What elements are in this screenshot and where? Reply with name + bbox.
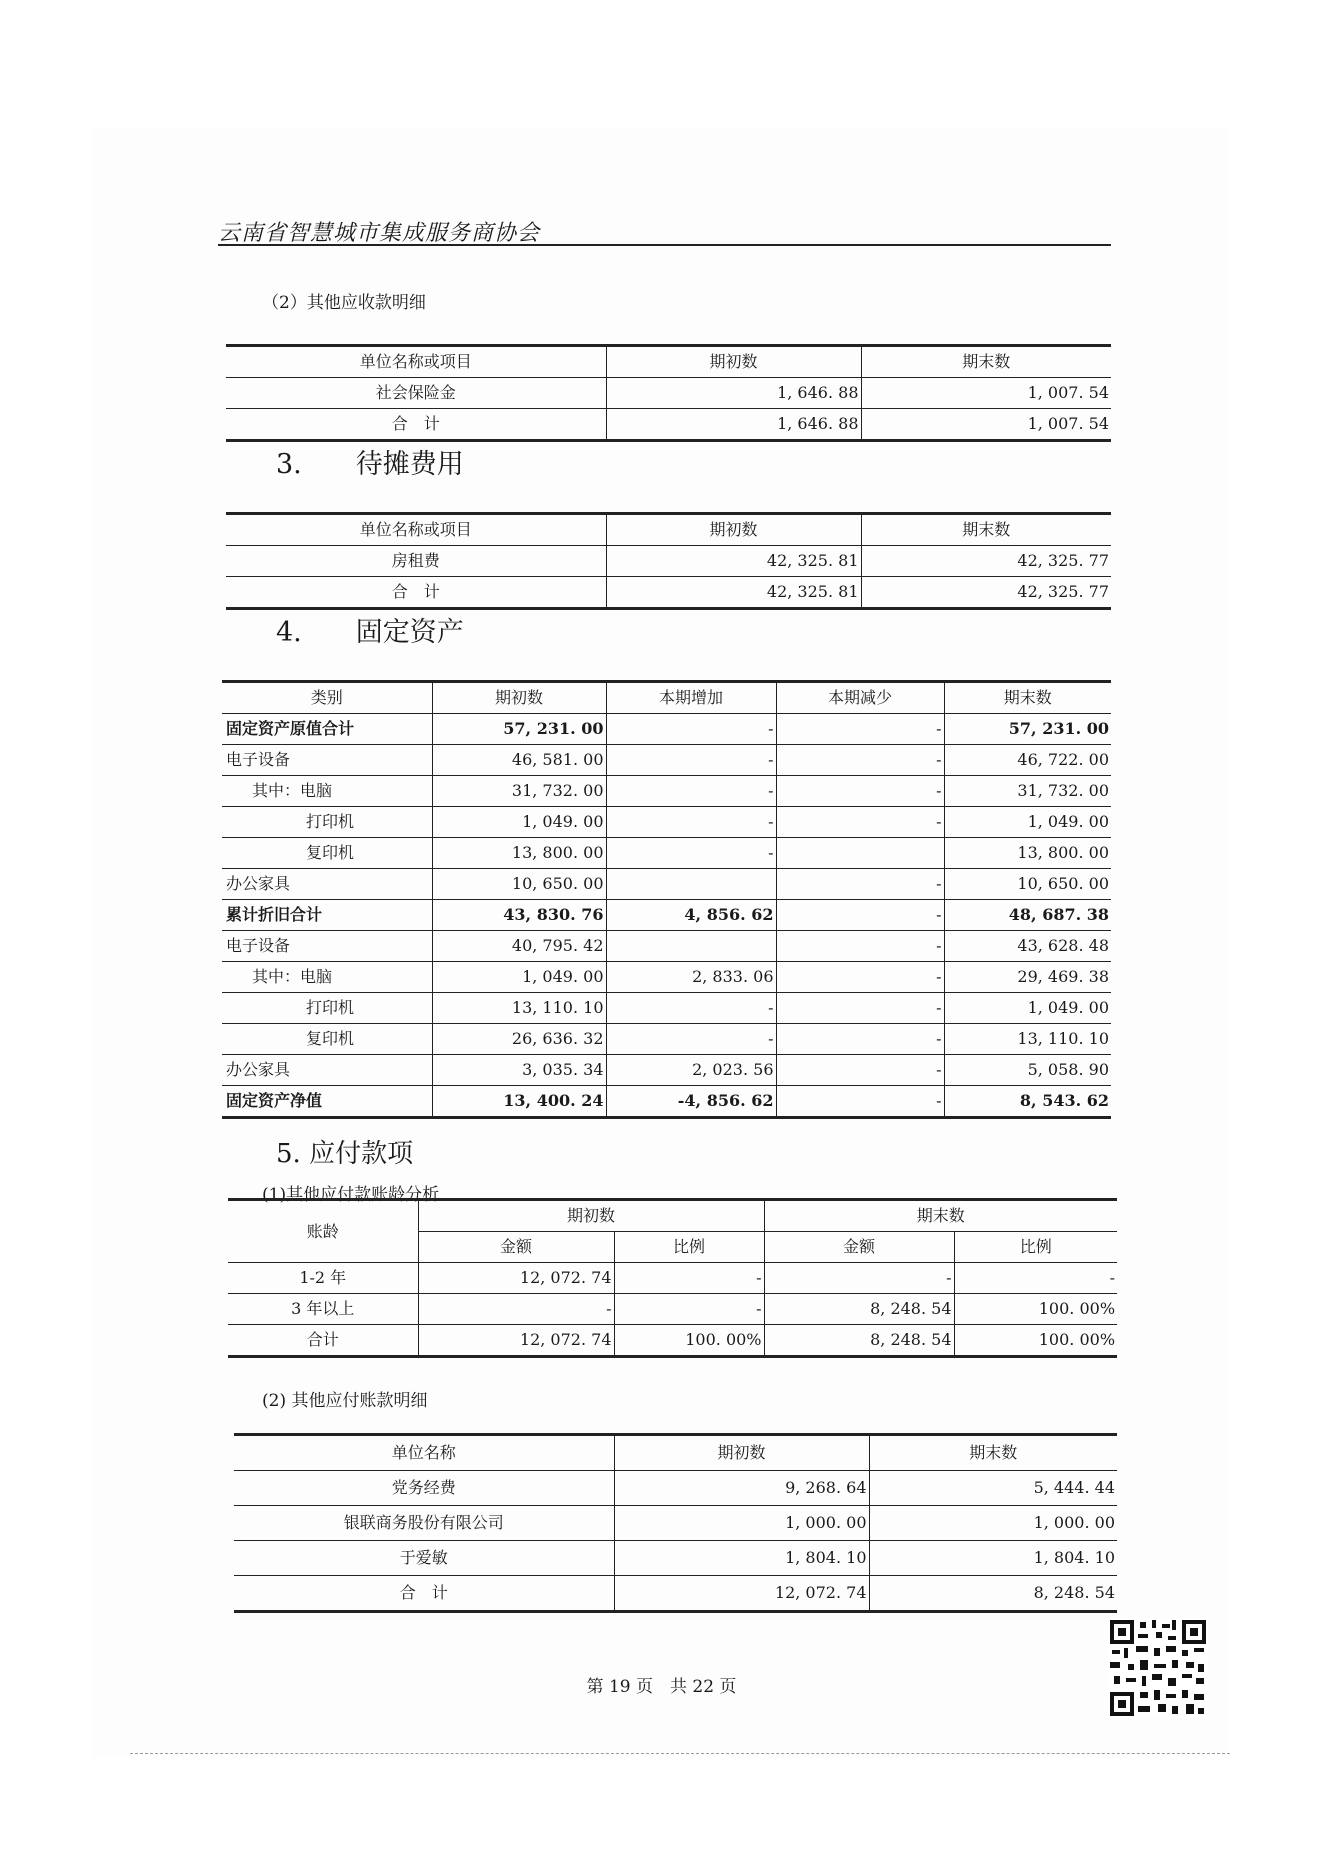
cell: 银联商务股份有限公司: [234, 1506, 614, 1541]
table-row: [222, 869, 1111, 900]
cell: -: [776, 1086, 944, 1118]
table-header-row: [222, 682, 1111, 714]
table-row: [222, 1055, 1111, 1086]
col-header: 期末数: [869, 1435, 1117, 1471]
cell: -: [776, 993, 944, 1024]
table-row: [222, 838, 1111, 869]
col-header: 期末数: [944, 682, 1111, 714]
cell: 复印机: [222, 1024, 432, 1055]
cell: 13, 800. 00: [944, 838, 1111, 869]
payables-aging-subtitle: (1)其他应付款账龄分析: [262, 1185, 440, 1205]
payables-detail-subtitle: (2) 其他应付账款明细: [262, 1391, 428, 1411]
cell: 12, 072. 74: [614, 1576, 869, 1612]
col-header: 期初数: [606, 514, 861, 546]
cell: 10, 650. 00: [944, 869, 1111, 900]
cell: -: [776, 807, 944, 838]
page-number: 第 19 页 共 22 页: [586, 1677, 737, 1697]
cell: [776, 838, 944, 869]
cell: -: [776, 1024, 944, 1055]
col-header: 期初数: [432, 682, 606, 714]
cell: 42, 325. 77: [861, 546, 1111, 577]
cell: 5, 444. 44: [869, 1471, 1117, 1506]
col-header: 比例: [954, 1232, 1117, 1263]
table-row: [222, 714, 1111, 745]
cell: 8, 248. 54: [869, 1576, 1117, 1612]
table-row: [222, 776, 1111, 807]
cell: 1, 049. 00: [944, 807, 1111, 838]
cell: 13, 110. 10: [432, 993, 606, 1024]
cell: 打印机: [222, 993, 432, 1024]
cell: 1, 049. 00: [944, 993, 1111, 1024]
cell: 12, 072. 74: [418, 1263, 614, 1294]
col-header: 金额: [418, 1232, 614, 1263]
cell: 办公家具: [222, 1055, 432, 1086]
cell: 8, 543. 62: [944, 1086, 1111, 1118]
cell: 42, 325. 81: [606, 577, 861, 609]
cell: 40, 795. 42: [432, 931, 606, 962]
cell: -: [606, 776, 776, 807]
col-header: 期初数: [614, 1435, 869, 1471]
table-row: [222, 962, 1111, 993]
cell: 合计: [228, 1325, 418, 1357]
table-row: [222, 807, 1111, 838]
col-header: 期末数: [861, 346, 1111, 378]
table-row: [228, 1325, 1117, 1357]
cell: -: [776, 714, 944, 745]
payables-detail-table: [234, 1433, 1117, 1613]
cell: -: [776, 745, 944, 776]
cell: 100. 00%: [614, 1325, 764, 1357]
cell: 1-2 年: [228, 1263, 418, 1294]
cell: 1, 646. 88: [606, 409, 861, 441]
cell: -: [954, 1263, 1117, 1294]
table-row: [228, 1294, 1117, 1325]
cell: 其中：电脑: [222, 962, 432, 993]
cell: 复印机: [222, 838, 432, 869]
table-header-row: [226, 346, 1111, 378]
cell: 1, 000. 00: [614, 1506, 869, 1541]
cell: 固定资产原值合计: [222, 714, 432, 745]
cell: -: [606, 807, 776, 838]
cell: 43, 628. 48: [944, 931, 1111, 962]
cell: 1, 007. 54: [861, 409, 1111, 441]
table-row: [228, 1263, 1117, 1294]
cell: -: [764, 1263, 954, 1294]
cell: 3 年以上: [228, 1294, 418, 1325]
cell: 57, 231. 00: [944, 714, 1111, 745]
table-row: [234, 1506, 1117, 1541]
cell: 1, 007. 54: [861, 378, 1111, 409]
cell: -: [776, 900, 944, 931]
cell: 合 计: [226, 577, 606, 609]
col-header: 本期减少: [776, 682, 944, 714]
col-header: 本期增加: [606, 682, 776, 714]
cell: 社会保险金: [226, 378, 606, 409]
cell: 3, 035. 34: [432, 1055, 606, 1086]
cell: [606, 869, 776, 900]
col-header: 账龄: [228, 1200, 418, 1263]
table-header-row: [234, 1435, 1117, 1471]
cell: 1, 646. 88: [606, 378, 861, 409]
col-header: 单位名称或项目: [226, 514, 606, 546]
cell: 10, 650. 00: [432, 869, 606, 900]
cell: 13, 110. 10: [944, 1024, 1111, 1055]
cell: 办公家具: [222, 869, 432, 900]
cell: 累计折旧合计: [222, 900, 432, 931]
cell: -: [614, 1294, 764, 1325]
table-row: [222, 993, 1111, 1024]
cell: 合 计: [226, 409, 606, 441]
col-header: 期末数: [861, 514, 1111, 546]
cell: 46, 581. 00: [432, 745, 606, 776]
cell: -: [606, 1024, 776, 1055]
fixed-assets-title: 4. 固定资产: [276, 617, 464, 648]
col-header: 单位名称或项目: [226, 346, 606, 378]
cell: 1, 804. 10: [614, 1541, 869, 1576]
cell: 1, 804. 10: [869, 1541, 1117, 1576]
cell: 5, 058. 90: [944, 1055, 1111, 1086]
cell: 31, 732. 00: [432, 776, 606, 807]
cell: -: [776, 869, 944, 900]
col-header: 期初数: [418, 1200, 764, 1232]
cell: -4, 856. 62: [606, 1086, 776, 1118]
cell: 1, 049. 00: [432, 962, 606, 993]
cell: 48, 687. 38: [944, 900, 1111, 931]
table-row: [234, 1576, 1117, 1612]
table-row: [222, 1086, 1111, 1118]
table-header-row: [226, 514, 1111, 546]
cell: 100. 00%: [954, 1325, 1117, 1357]
qr-code-icon: [1108, 1618, 1208, 1718]
fixed-assets-table: [222, 680, 1111, 1119]
cell: -: [606, 745, 776, 776]
cell: 1, 000. 00: [869, 1506, 1117, 1541]
cell: [606, 931, 776, 962]
col-header: 类别: [222, 682, 432, 714]
other-receivables-table: [226, 344, 1111, 442]
cell: 房租费: [226, 546, 606, 577]
prepaid-expenses-table: [226, 512, 1111, 610]
cell: 2, 023. 56: [606, 1055, 776, 1086]
cell: 1, 049. 00: [432, 807, 606, 838]
page-header: 云南省智慧城市集成服务商协会: [218, 221, 541, 246]
cell: -: [776, 931, 944, 962]
cell: -: [614, 1263, 764, 1294]
cell: 57, 231. 00: [432, 714, 606, 745]
cell: 29, 469. 38: [944, 962, 1111, 993]
cell: 固定资产净值: [222, 1086, 432, 1118]
payables-title: 5. 应付款项: [276, 1139, 414, 1169]
table-row: [222, 1024, 1111, 1055]
table-row: [222, 745, 1111, 776]
col-header: 比例: [614, 1232, 764, 1263]
table-row: [234, 1541, 1117, 1576]
table-row: [222, 931, 1111, 962]
bottom-rule: [130, 1753, 1230, 1754]
cell: 党务经费: [234, 1471, 614, 1506]
cell: 电子设备: [222, 931, 432, 962]
cell: -: [776, 1055, 944, 1086]
cell: 打印机: [222, 807, 432, 838]
cell: 12, 072. 74: [418, 1325, 614, 1357]
cell: 13, 800. 00: [432, 838, 606, 869]
table-row: [226, 546, 1111, 577]
cell: 43, 830. 76: [432, 900, 606, 931]
other-receivables-subtitle: （2）其他应收款明细: [262, 293, 426, 313]
cell: 于爱敏: [234, 1541, 614, 1576]
cell: -: [606, 838, 776, 869]
cell: 8, 248. 54: [764, 1294, 954, 1325]
table-row: [226, 577, 1111, 609]
cell: 电子设备: [222, 745, 432, 776]
cell: 其中：电脑: [222, 776, 432, 807]
table-row: [226, 409, 1111, 441]
col-header: 金额: [764, 1232, 954, 1263]
table-row: [222, 900, 1111, 931]
cell: 42, 325. 81: [606, 546, 861, 577]
table-header-row: [228, 1200, 1117, 1232]
col-header: 期初数: [606, 346, 861, 378]
cell: 31, 732. 00: [944, 776, 1111, 807]
cell: -: [418, 1294, 614, 1325]
cell: 46, 722. 00: [944, 745, 1111, 776]
payables-aging-table: [228, 1198, 1117, 1358]
cell: 13, 400. 24: [432, 1086, 606, 1118]
col-header: 期末数: [764, 1200, 1117, 1232]
cell: 8, 248. 54: [764, 1325, 954, 1357]
cell: 2, 833. 06: [606, 962, 776, 993]
col-header: 单位名称: [234, 1435, 614, 1471]
cell: 26, 636. 32: [432, 1024, 606, 1055]
header-rule: [218, 244, 1111, 246]
cell: 42, 325. 77: [861, 577, 1111, 609]
cell: -: [776, 962, 944, 993]
cell: -: [776, 776, 944, 807]
cell: 4, 856. 62: [606, 900, 776, 931]
table-row: [226, 378, 1111, 409]
table-row: [234, 1471, 1117, 1506]
prepaid-expenses-title: 3. 待摊费用: [276, 449, 464, 480]
cell: -: [606, 993, 776, 1024]
cell: 合 计: [234, 1576, 614, 1612]
cell: 100. 00%: [954, 1294, 1117, 1325]
cell: 9, 268. 64: [614, 1471, 869, 1506]
cell: -: [606, 714, 776, 745]
